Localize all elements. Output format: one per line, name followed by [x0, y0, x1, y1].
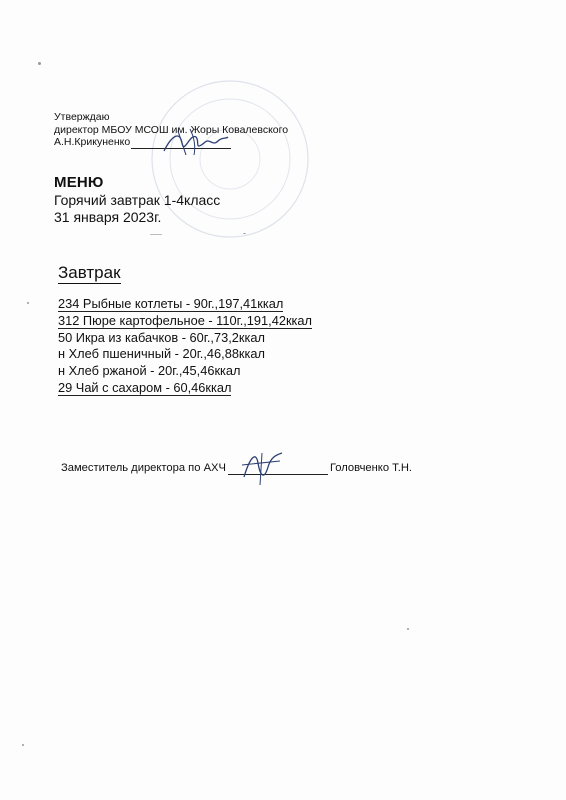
scan-speck [38, 62, 41, 65]
approval-label: Утверждаю [54, 111, 110, 123]
scan-speck [22, 744, 24, 746]
menu-subtitle: Горячий завтрак 1-4класс [54, 192, 221, 208]
scan-speck [243, 233, 246, 234]
menu-header [54, 174, 220, 226]
menu-item: 312 Пюре картофельное - 110г.,191,42ккал [58, 312, 313, 328]
meal-title: Завтрак [58, 263, 121, 282]
deputy-signature-block [61, 462, 412, 475]
menu-items-list [58, 296, 312, 397]
divider [150, 234, 162, 235]
approval-director-name: А.Н.Крикуненко [54, 136, 131, 148]
scan-speck [27, 302, 29, 304]
menu-date: 31 января 2023г. [54, 209, 162, 225]
scan-speck [407, 628, 409, 630]
menu-item: 29 Чай с сахаром - 60,46ккал [58, 379, 232, 395]
menu-item: 50 Икра из кабачков - 60г.,73,2ккал [58, 329, 265, 345]
deputy-name: Головченко Т.Н. [329, 462, 413, 474]
menu-item: н Хлеб пшеничный - 20г.,46,88ккал [58, 346, 265, 362]
approval-director: директор МБОУ МСОШ им. Жоры Ковалевского [54, 123, 289, 136]
menu-title: МЕНЮ [54, 174, 104, 191]
menu-item: 234 Рыбные котлеты - 90г.,197,41ккал [58, 296, 284, 311]
deputy-position: Заместитель директора по АХЧ [61, 462, 226, 474]
director-signature-icon [160, 125, 230, 159]
deputy-signature-icon [238, 447, 286, 487]
menu-item: н Хлеб ржаной - 20г.,45,46ккал [58, 363, 241, 379]
